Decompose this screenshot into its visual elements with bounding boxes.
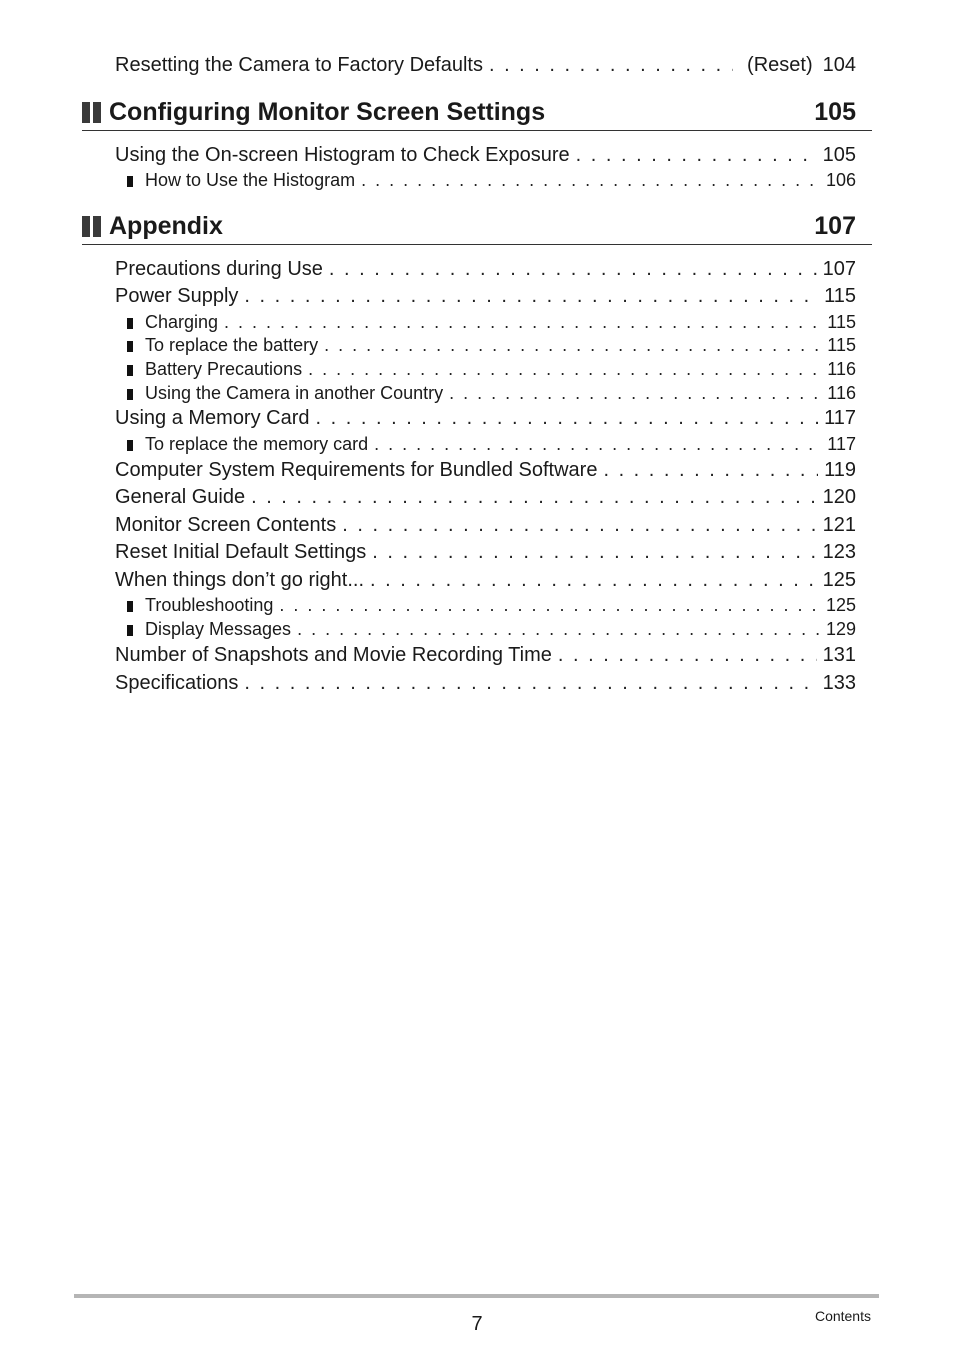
toc-leader-dots — [342, 514, 816, 537]
toc-entry-page: 115 — [827, 335, 856, 355]
toc-entry-title: Troubleshooting — [145, 595, 274, 615]
toc-entry[interactable] — [115, 486, 856, 512]
square-bullet-icon — [127, 440, 133, 451]
toc-entry[interactable] — [115, 144, 856, 170]
toc-entry-title: Computer System Requirements for Bundled Software — [115, 459, 598, 481]
toc-entry-title: Monitor Screen Contents — [115, 514, 337, 536]
toc-subentry[interactable] — [127, 170, 856, 193]
toc-entry-title: Power Supply — [115, 285, 239, 307]
toc-entry-suffix: (Reset) — [747, 54, 813, 76]
footer-page-number: 7 — [471, 1313, 483, 1335]
toc-entry-title: Precautions during Use — [115, 258, 323, 280]
toc-entry-title: Display Messages — [145, 619, 292, 639]
toc-entry-title: When things don’t go right... — [115, 569, 365, 591]
toc-leader-dots — [603, 459, 818, 482]
toc-entry-page: 107 — [822, 258, 856, 280]
toc-entry[interactable] — [115, 541, 856, 567]
toc-leader-dots — [374, 434, 821, 455]
toc-entry-title: Resetting the Camera to Factory Defaults — [115, 54, 483, 76]
toc-entry[interactable] — [115, 672, 856, 698]
footer-divider — [74, 1294, 879, 1298]
square-bullet-icon — [127, 318, 133, 329]
toc-leader-dots — [372, 541, 816, 564]
toc-entry-page: 129 — [825, 619, 856, 639]
toc-leader-dots — [308, 359, 821, 380]
square-bullet-icon — [127, 625, 133, 636]
toc-leader-dots — [489, 54, 733, 77]
section-heading-appendix[interactable] — [82, 208, 872, 245]
toc-entry-page: 131 — [822, 644, 856, 666]
toc-leader-dots — [558, 644, 817, 667]
toc-entry-page: 104 — [822, 54, 856, 76]
square-bullet-icon — [127, 389, 133, 400]
toc-entry[interactable] — [115, 258, 856, 284]
square-bullet-icon — [127, 176, 133, 187]
toc-entry[interactable] — [115, 285, 856, 311]
toc-leader-dots — [361, 170, 820, 191]
toc-entry[interactable] — [115, 514, 856, 540]
toc-entry[interactable] — [115, 644, 856, 670]
toc-entry-title: How to Use the Histogram — [145, 170, 356, 190]
toc-entry-title: Number of Snapshots and Movie Recording Time — [115, 644, 552, 666]
toc-entry[interactable] — [115, 459, 856, 485]
toc-leader-dots — [279, 595, 820, 616]
section-marker-icon — [82, 102, 101, 123]
toc-entry-title: Using the Camera in another Country — [145, 383, 444, 403]
footer-section-label: Contents — [814, 1308, 871, 1324]
toc-entry-page: 115 — [824, 285, 856, 307]
toc-entry-page: 125 — [822, 569, 856, 591]
toc-subentry[interactable] — [127, 335, 856, 358]
toc-subentry[interactable] — [127, 595, 856, 618]
toc-leader-dots — [316, 407, 819, 430]
toc-entry-page: 121 — [822, 514, 856, 536]
toc-leader-dots — [244, 285, 818, 308]
toc-leader-dots — [224, 312, 821, 333]
toc-entry-page: 125 — [825, 595, 856, 615]
toc-entry-title: To replace the battery — [145, 335, 319, 355]
section-title: Appendix — [109, 211, 223, 240]
toc-subentry[interactable] — [127, 619, 856, 642]
toc-leader-dots — [324, 335, 821, 356]
toc-entry-page: 105 — [822, 144, 856, 166]
toc-entry-page: 115 — [827, 312, 856, 332]
square-bullet-icon — [127, 601, 133, 612]
toc-entry-title: To replace the memory card — [145, 434, 369, 454]
toc-entry-page: 133 — [822, 672, 856, 694]
section-page: 105 — [814, 97, 856, 126]
section-title: Configuring Monitor Screen Settings — [109, 97, 546, 126]
toc-leader-dots — [576, 144, 817, 167]
toc-leader-dots — [329, 258, 817, 281]
toc-entry-title: Specifications — [115, 672, 239, 694]
toc-subentry[interactable] — [127, 434, 856, 457]
toc-entry-page: 117 — [824, 407, 856, 429]
square-bullet-icon — [127, 341, 133, 352]
toc-entry-title: Reset Initial Default Settings — [115, 541, 367, 563]
toc-entry-page: 123 — [822, 541, 856, 563]
toc-entry-page: 117 — [827, 434, 856, 454]
section-page: 107 — [814, 211, 856, 240]
toc-entry-page: 119 — [824, 459, 856, 481]
toc-subentry[interactable] — [127, 312, 856, 335]
toc-subentry[interactable] — [127, 359, 856, 382]
toc-entry-title: Battery Precautions — [145, 359, 303, 379]
toc-entry-page: 106 — [825, 170, 856, 190]
toc-subentry[interactable] — [127, 383, 856, 406]
toc-entry-page: 116 — [827, 359, 856, 379]
toc-entry-reset[interactable] — [115, 54, 856, 80]
toc-leader-dots — [244, 672, 816, 695]
toc-entry-title: Charging — [145, 312, 219, 332]
toc-entry-title: Using a Memory Card — [115, 407, 310, 429]
toc-entry-title: Using the On-screen Histogram to Check Exposure — [115, 144, 570, 166]
square-bullet-icon — [127, 365, 133, 376]
toc-entry-page: 120 — [822, 486, 856, 508]
toc-entry-page: 116 — [827, 383, 856, 403]
section-marker-icon — [82, 216, 101, 237]
toc-leader-dots — [370, 569, 817, 592]
toc-entry-title: General Guide — [115, 486, 246, 508]
toc-entry[interactable] — [115, 407, 856, 433]
toc-leader-dots — [251, 486, 817, 509]
toc-leader-dots — [297, 619, 820, 640]
section-heading-monitor-settings[interactable] — [82, 94, 872, 131]
toc-leader-dots — [449, 383, 821, 404]
toc-entry[interactable] — [115, 569, 856, 595]
